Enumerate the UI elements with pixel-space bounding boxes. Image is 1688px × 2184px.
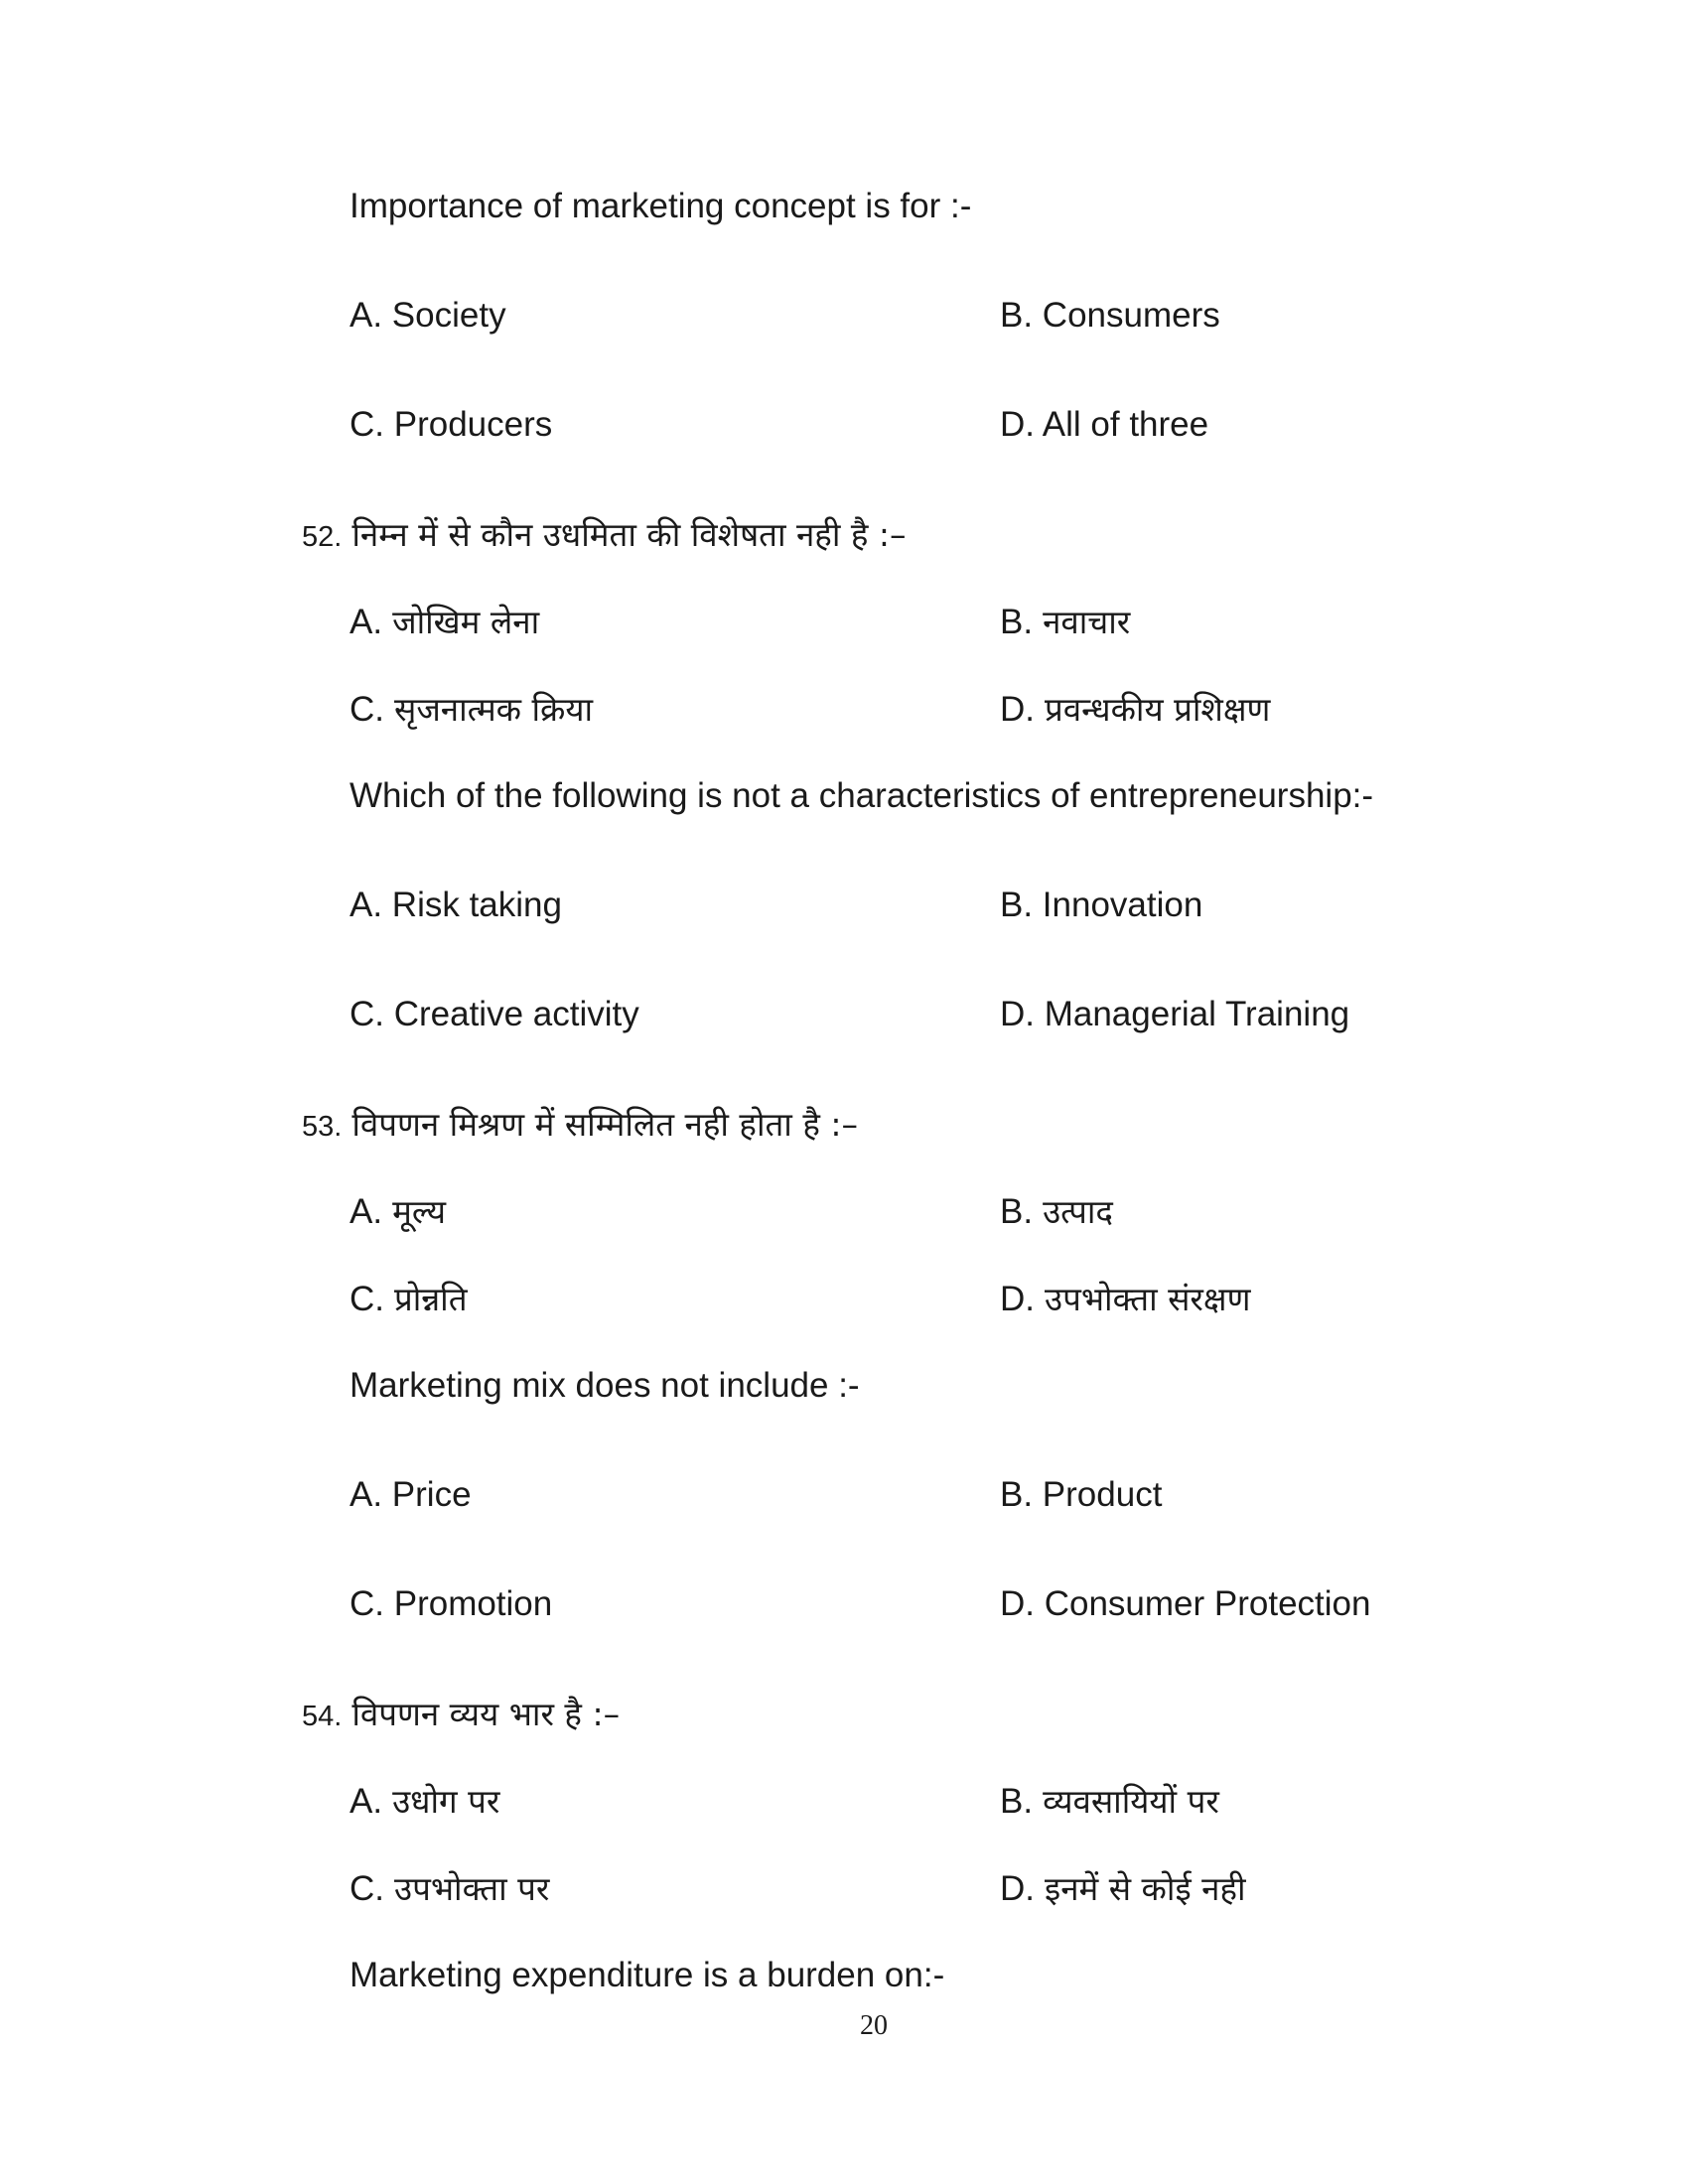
q53-hindi-option-d-text: उपभोक्ता संरक्षण — [1045, 1280, 1251, 1318]
q54-hindi-option-c-label: C. — [350, 1869, 384, 1908]
q52-hindi-option-c-text: सृजनात्मक क्रिया — [394, 690, 594, 729]
q53-hindi-option-c-label: C. — [350, 1280, 384, 1318]
q54-english-question: Marketing expenditure is a burden on:- — [350, 1956, 945, 1994]
q53-hindi-option-a-text: मूल्य — [392, 1192, 447, 1231]
q54-number: 54. — [302, 1701, 343, 1732]
q54-hindi-option-b-text: व्यवसायियों पर — [1043, 1782, 1219, 1821]
q52-hindi-option-d — [1000, 687, 1270, 732]
q53-hindi-option-a-label: A. — [350, 1192, 383, 1231]
q52-hindi-option-b — [1000, 600, 1130, 644]
q53-hindi-option-c-text: प्रोन्नति — [394, 1280, 468, 1318]
q52-hindi-option-b-label: B. — [1000, 603, 1034, 641]
q52-hindi-option-a — [350, 600, 539, 644]
q53-hindi-option-a — [350, 1189, 446, 1234]
q54-hindi-option-d-text: इनमें से कोई नही — [1045, 1869, 1246, 1908]
q54-hindi-option-d — [1000, 1866, 1246, 1911]
q52-hindi-question-line — [302, 512, 907, 559]
q53-hindi-question-line — [302, 1102, 858, 1149]
q54-hindi-question: विपणन व्यय भार है :– — [352, 1695, 621, 1733]
q54-hindi-option-b-label: B. — [1000, 1782, 1034, 1821]
q54-hindi-option-a-text: उधोग पर — [392, 1782, 500, 1821]
q52-hindi-option-c-label: C. — [350, 690, 384, 729]
q54-hindi-option-c-text: उपभोक्ता पर — [394, 1869, 550, 1908]
q52-option-a: A. Risk taking — [350, 886, 562, 924]
q52-hindi-option-d-text: प्रवन्धकीय प्रशिक्षण — [1045, 690, 1271, 729]
q54-hindi-option-a-label: A. — [350, 1782, 383, 1821]
q53-hindi-option-c — [350, 1277, 468, 1321]
q53-option-d: D. Consumer Protection — [1000, 1584, 1371, 1623]
q51-option-a: A. Society — [350, 296, 506, 335]
q52-hindi-option-d-label: D. — [1000, 690, 1035, 729]
q53-option-c: C. Promotion — [350, 1584, 553, 1623]
q52-option-b: B. Innovation — [1000, 886, 1203, 924]
q52-english-question: Which of the following is not a characteristics of entrepreneurship:- — [350, 776, 1374, 815]
q54-hindi-option-a — [350, 1779, 499, 1824]
q52-hindi-option-a-label: A. — [350, 603, 383, 641]
q52-number: 52. — [302, 521, 343, 553]
q53-hindi-option-b-label: B. — [1000, 1192, 1034, 1231]
page-number: 20 — [860, 2010, 888, 2041]
q53-hindi-option-b — [1000, 1189, 1113, 1234]
q53-hindi-question: विपणन मिश्रण में सम्मिलित नही होता है :– — [352, 1105, 858, 1144]
q53-hindi-option-d-label: D. — [1000, 1280, 1035, 1318]
q52-hindi-option-b-text: नवाचार — [1043, 603, 1131, 641]
q52-option-d: D. Managerial Training — [1000, 995, 1350, 1033]
q52-hindi-option-c — [350, 687, 593, 732]
q53-english-question: Marketing mix does not include :- — [350, 1366, 860, 1405]
q53-hindi-option-b-text: उत्पाद — [1043, 1192, 1113, 1231]
q54-hindi-question-line — [302, 1692, 620, 1738]
q53-hindi-option-d — [1000, 1277, 1250, 1321]
q53-option-b: B. Product — [1000, 1475, 1163, 1514]
q52-hindi-question: निम्न में से कौन उधमिता की विशेषता नही है :– — [352, 515, 907, 554]
q54-hindi-option-c — [350, 1866, 549, 1911]
q51-option-d: D. All of three — [1000, 405, 1209, 444]
q53-number: 53. — [302, 1111, 343, 1143]
q54-hindi-option-d-label: D. — [1000, 1869, 1035, 1908]
q51-option-c: C. Producers — [350, 405, 553, 444]
q52-option-c: C. Creative activity — [350, 995, 639, 1033]
q51-english-question: Importance of marketing concept is for :- — [350, 187, 972, 225]
q53-option-a: A. Price — [350, 1475, 472, 1514]
q54-hindi-option-b — [1000, 1779, 1219, 1824]
q52-hindi-option-a-text: जोखिम लेना — [392, 603, 540, 641]
q51-option-b: B. Consumers — [1000, 296, 1220, 335]
